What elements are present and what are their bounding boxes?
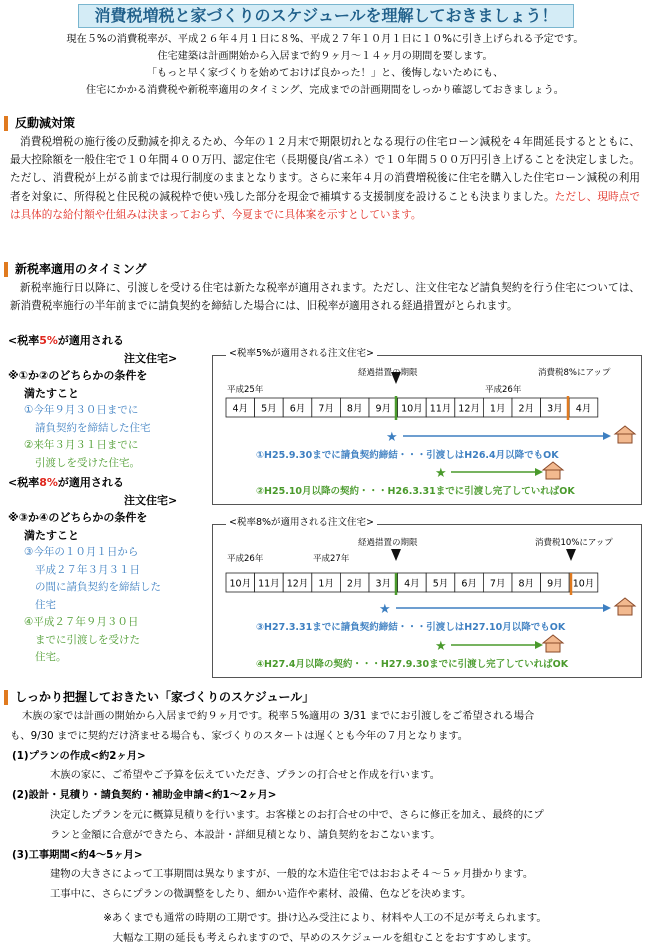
cond8-block xyxy=(8,474,208,667)
cond8-item3-cont: 住宅 xyxy=(35,598,56,611)
month-label: 6月 xyxy=(461,578,477,590)
month-label: 3月 xyxy=(375,578,392,590)
step-text: 決定したプランを元に概算見積りを行います。お客様とのお打合せの中で、さらに修正を加え、最終的にプ xyxy=(50,808,544,821)
transition-label: 経過措置の期限 xyxy=(358,368,418,378)
month-label: 11月 xyxy=(258,578,280,590)
house-icon xyxy=(615,598,635,615)
schedule-intro: 木族の家では計画の開始から入居まで約９ヶ月です。税率５%適用の 3/31 までにお引渡しをご希望される場合 xyxy=(22,710,535,722)
section-heading-reaction: 反動減対策 xyxy=(4,116,75,131)
case2-text: ②H25.10月以降の契約・・・H26.3.31までに引渡し完了していればOK xyxy=(256,486,575,497)
step-heading: (3)工事期間<約4～5ヶ月> xyxy=(12,848,143,861)
transition-marker xyxy=(391,549,401,561)
house-icon xyxy=(543,635,563,652)
star-icon: ★ xyxy=(386,430,398,445)
cond5-block xyxy=(8,332,208,472)
section-heading-timing: 新税率適用のタイミング xyxy=(4,262,147,277)
cond8-either: ※③か④のどちらかの条件を xyxy=(8,511,148,524)
cond5-rate: 5% xyxy=(39,334,58,347)
case4-text: ④H27.4月以降の契約・・・H27.9.30までに引渡し完了していればOK xyxy=(256,659,569,670)
step-text: 工事中に、さらにプランの微調整をしたり、細かい造作や素材、設備、色などを決めます。 xyxy=(50,888,472,901)
reaction-text: 消費税増税の施行後の反動減を抑えるため、今年の１２月末で期限切れとなる現行の住宅ローン減税を４年間延長するとともに、最大控除額を一般住宅で１０年間４００万円、認定住宅（長期優良/省エネ）で１０年間５００万円引き上げることを決定しました。ただし、消費税が上がる前までは現行制度のままとなります。さらに来年４月の消費増税後に住宅を購入した住宅ローン減税の利用者を対象に、所得税と住民税の減税枠で使い残した部分を現金で補填する支援制度を設けることも決まりました。 xyxy=(10,136,640,203)
footnote-line: ※あくまでも通常の時期の工期です。掛け込み受注により、材料や人工の不足が考えられます。 xyxy=(103,912,547,924)
month-label: 7月 xyxy=(489,578,506,590)
star-icon: ★ xyxy=(435,639,447,654)
star-icon: ★ xyxy=(435,466,447,481)
star-icon: ★ xyxy=(379,602,391,617)
cond5-label: <税率 xyxy=(8,334,40,347)
month-label: 2月 xyxy=(518,403,535,415)
cond5-either: ※①か②のどちらかの条件を xyxy=(8,369,148,382)
timeline-5pct-title: <税率5%が適用される注文住宅> xyxy=(226,345,377,359)
cond8-item3: ③今年の１０月１日から xyxy=(24,546,139,558)
step-heading: (2)設計・見積り・請負契約・補助金申請<約1～2ヶ月> xyxy=(12,789,277,802)
month-cells xyxy=(226,573,598,592)
month-label: 6月 xyxy=(289,403,306,415)
reaction-body xyxy=(10,133,640,224)
month-label: 4月 xyxy=(404,578,420,590)
cond8-item4: ④平成２７年９月３０日 xyxy=(24,616,139,628)
cond5-item1: ①今年９月３０日までに xyxy=(24,404,139,416)
month-label: 8月 xyxy=(346,403,363,415)
step-text: ランと金額に合意ができたら、本設計・詳細見積となり、請負契約をおこないます。 xyxy=(50,828,441,841)
cond8-item4-cont: 住宅。 xyxy=(35,651,67,663)
schedule-body xyxy=(10,707,644,905)
cond5-label-post: が適用される xyxy=(57,334,124,347)
month-label: 1月 xyxy=(318,578,334,590)
step-text: 建物の大きさによって工事期間は異なりますが、一般的な木造住宅ではおおよそ４～５ヶ月掛かります。 xyxy=(50,868,534,881)
page-title: 消費税増税と家づくりのスケジュールを理解しておきましょう！ xyxy=(78,4,574,28)
intro-line: 住宅にかかる消費税や新税率適用のタイミング、完成までの計画期間をしっかり確認しておきましょう。 xyxy=(86,85,564,96)
case3-text: ③H27.3.31までに請負契約締結・・・引渡しはH27.10月以降でもOK xyxy=(256,622,566,633)
cond5-met: 満たすこと xyxy=(24,386,79,400)
month-label: 7月 xyxy=(318,403,334,415)
schedule-intro: も、9/30 までに契約だけ済ませる場合も、家づくりのスタートは遅くとも今年の７月となります。 xyxy=(10,729,469,742)
taxup-label: 消費税10%にアップ xyxy=(535,538,613,548)
cond5-item1-cont: 請負契約を締結した住宅 xyxy=(35,421,151,434)
month-label: 3月 xyxy=(547,403,563,415)
month-label: 8月 xyxy=(518,578,535,590)
taxup-marker xyxy=(566,549,576,561)
month-cells xyxy=(226,398,598,417)
year-label: 平成25年 xyxy=(227,385,264,395)
timing-body: 新税率施行日以降に、引渡しを受ける住宅は新たな税率が適用されます。ただし、注文住宅など請負契約を行う住宅については、新消費税率施行の半年前までに請負契約を締結した場合には、旧税率が適用される経過措置がとられます。 xyxy=(10,282,640,313)
month-label: 4月 xyxy=(232,403,249,415)
transition-label: 経過措置の期限 xyxy=(358,538,418,548)
month-label: 11月 xyxy=(429,403,452,415)
month-label: 9月 xyxy=(375,403,392,415)
house-icon xyxy=(615,426,635,443)
month-label: 12月 xyxy=(286,578,309,590)
cond8-item4-cont: までに引渡しを受けた xyxy=(35,633,140,646)
intro-line: 「もっと早く家づくりを始めておけば良かった！」と、後悔しないためにも、 xyxy=(146,68,504,79)
month-label: 4月 xyxy=(575,403,592,415)
month-label: 5月 xyxy=(261,403,277,415)
year-label: 平成26年 xyxy=(485,385,522,395)
house-icon xyxy=(543,462,563,479)
month-label: 12月 xyxy=(458,403,480,415)
cond8-met: 満たすこと xyxy=(24,528,79,542)
cond5-label-2: 注文住宅> xyxy=(124,351,178,365)
intro-line: 住宅建築は計画開始から入居まで約９ヶ月～１４ヶ月の期間を要します。 xyxy=(157,51,493,62)
cond8-label-2: 注文住宅> xyxy=(124,493,178,507)
month-label: 10月 xyxy=(572,578,595,590)
arrow-head-icon xyxy=(535,641,543,649)
cond8-item3-cont: 平成２７年３月３１日 xyxy=(35,563,140,576)
arrow-head-icon xyxy=(603,604,611,612)
month-label: 10月 xyxy=(229,578,252,590)
footnote xyxy=(0,908,650,948)
month-label: 9月 xyxy=(547,578,563,590)
month-label: 5月 xyxy=(432,578,449,590)
taxup-label: 消費税8%にアップ xyxy=(538,368,611,378)
cond8-rate: 8% xyxy=(39,476,58,489)
intro xyxy=(0,31,650,99)
intro-line: 現在５%の消費税率が、平成２６年４月１日に８%、平成２７年１０月１日に１０%に引き上げられる予定です。 xyxy=(66,34,584,45)
timeline-5pct-svg xyxy=(213,356,641,504)
year-label: 平成26年 xyxy=(227,554,264,564)
month-label: 2月 xyxy=(346,578,363,590)
case1-text: ①H25.9.30までに請負契約締結・・・引渡しはH26.4月以降でもOK xyxy=(256,450,559,461)
step-text: 木族の家に、ご希望やご予算を伝えていただき、プランの打合せと作成を行います。 xyxy=(50,769,441,782)
timeline-5pct xyxy=(212,355,642,505)
arrow-head-icon xyxy=(535,468,543,476)
step-heading: (1)プランの作成<約2ヶ月> xyxy=(12,749,146,762)
footnote-line: 大幅な工期の延長も考えられますので、早めのスケジュールを組むことをおすすめします。 xyxy=(112,932,538,944)
month-label: 1月 xyxy=(489,403,506,415)
section-heading-schedule: しっかり把握しておきたい「家づくりのスケジュール」 xyxy=(4,690,314,705)
cond5-item2: ②来年３月３１日までに xyxy=(24,439,139,451)
timeline-8pct xyxy=(212,524,642,678)
arrow-head-icon xyxy=(603,432,611,440)
cond8-label-post: が適用される xyxy=(57,476,124,489)
cond8-item3-cont: の間に請負契約を締結した xyxy=(35,581,161,593)
reaction-note: ただし、現時点では具体的な給付額や仕組みは決まっておらず、今夏までに具体案を示すとしています。 xyxy=(10,190,641,221)
year-label: 平成27年 xyxy=(313,554,350,564)
month-label: 10月 xyxy=(401,403,423,415)
cond8-label: <税率 xyxy=(8,476,40,489)
timeline-8pct-title: <税率8%が適用される注文住宅> xyxy=(226,514,377,528)
cond5-item2-cont: 引渡しを受けた住宅。 xyxy=(35,456,140,469)
